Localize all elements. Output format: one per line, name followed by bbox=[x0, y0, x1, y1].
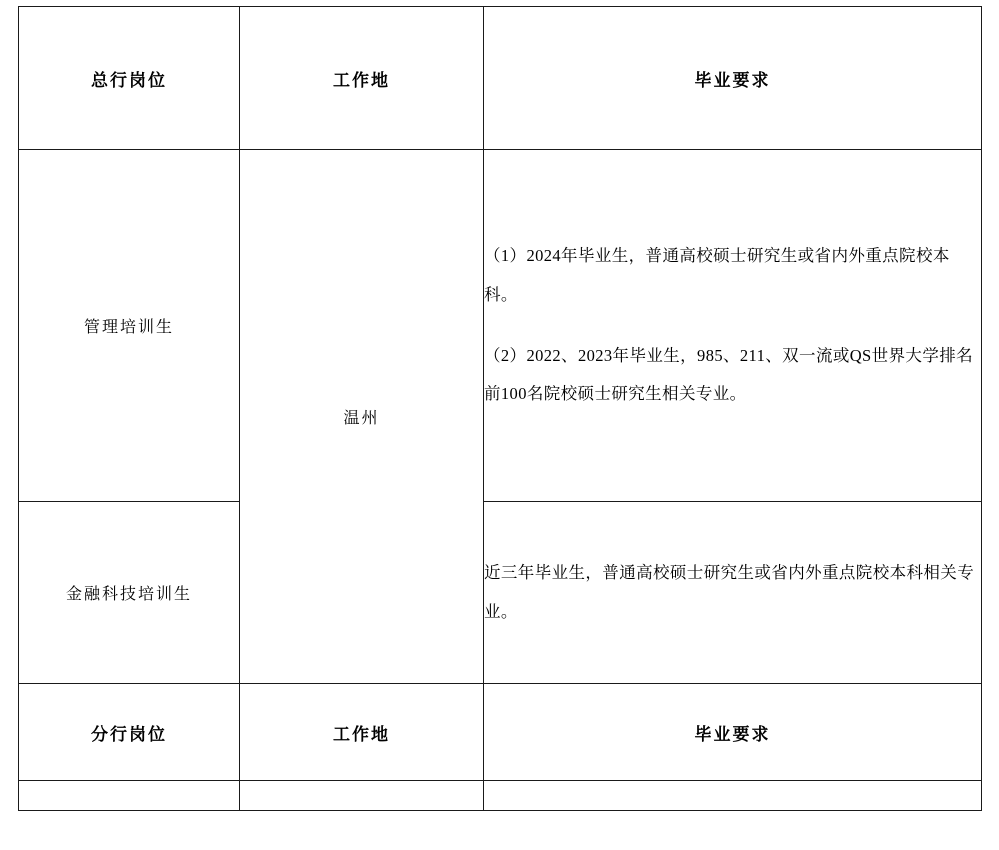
header-cell-work-location: 工作地 bbox=[240, 7, 484, 150]
table-row bbox=[19, 502, 982, 684]
table-row-empty bbox=[19, 781, 982, 811]
header-cell-branch-position: 分行岗位 bbox=[19, 684, 240, 781]
cell-empty-requirement bbox=[484, 781, 982, 811]
cell-location-wenzhou: 温州 bbox=[240, 150, 484, 684]
cell-empty-location bbox=[240, 781, 484, 811]
job-requirements-table bbox=[18, 6, 982, 811]
header-cell-branch-work-location: 工作地 bbox=[240, 684, 484, 781]
table-header-row-head-office bbox=[19, 7, 982, 150]
header-cell-graduation-requirement: 毕业要求 bbox=[484, 7, 982, 150]
cell-position-fintech-trainee: 金融科技培训生 bbox=[19, 502, 240, 684]
requirement-paragraph-1: （1）2024年毕业生，普通高校硕士研究生或省内外重点院校本科。 bbox=[484, 245, 950, 304]
requirement-paragraph-1: 近三年毕业生，普通高校硕士研究生或省内外重点院校本科相关专业。 bbox=[484, 562, 975, 621]
cell-empty-position bbox=[19, 781, 240, 811]
table-row bbox=[19, 150, 982, 502]
header-cell-head-office-position: 总行岗位 bbox=[19, 7, 240, 150]
table-header-row-branch bbox=[19, 684, 982, 781]
cell-requirements-management-trainee bbox=[484, 150, 982, 502]
cell-position-management-trainee: 管理培训生 bbox=[19, 150, 240, 502]
requirement-paragraph-2: （2）2022、2023年毕业生，985、211、双一流或QS世界大学排名前100名院校硕士研究生相关专业。 bbox=[484, 345, 974, 404]
header-cell-branch-graduation-requirement: 毕业要求 bbox=[484, 684, 982, 781]
cell-requirements-fintech-trainee bbox=[484, 502, 982, 684]
